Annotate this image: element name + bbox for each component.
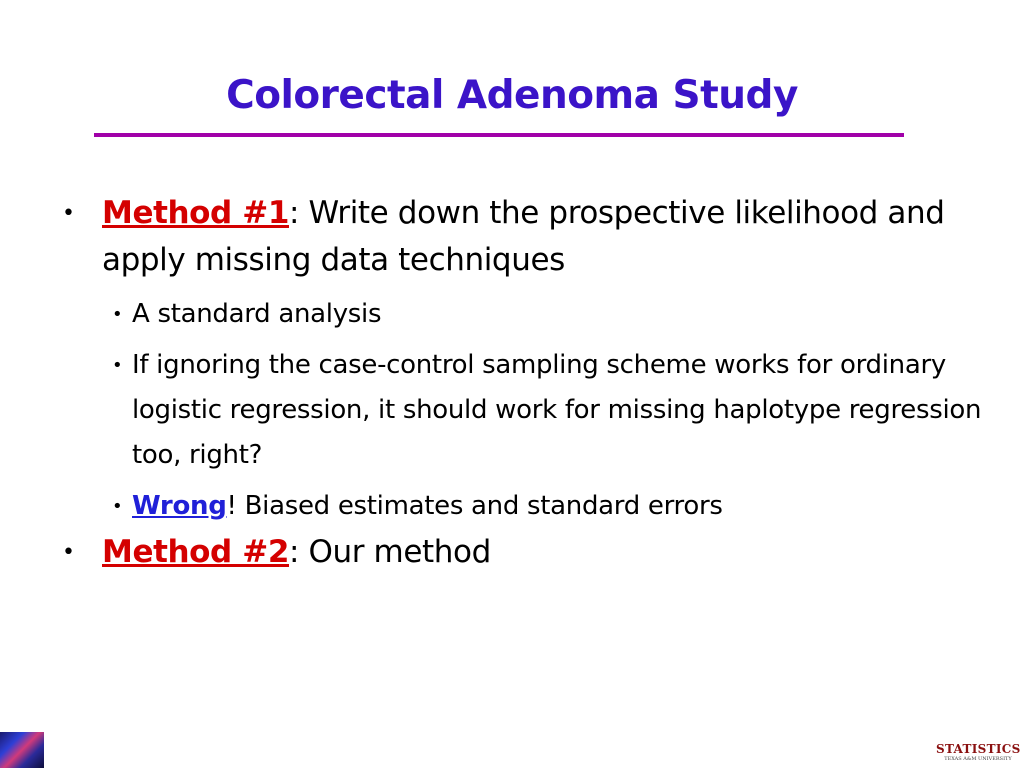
method-2-text: Our method bbox=[299, 534, 491, 570]
logo-main-text: STATISTICS bbox=[936, 742, 1021, 756]
method-1-subbullets bbox=[102, 292, 992, 529]
bullet-dot: • bbox=[62, 201, 75, 226]
statistics-logo bbox=[936, 742, 1020, 768]
title-underline bbox=[94, 133, 904, 137]
method-2-label: Method #2 bbox=[102, 534, 289, 570]
slide-body bbox=[62, 190, 992, 576]
corner-decoration-image bbox=[0, 732, 44, 768]
bullet-method-2 bbox=[62, 529, 992, 576]
subbullet-text: ! Biased estimates and standard errors bbox=[226, 491, 723, 521]
subbullet-dot: • bbox=[112, 496, 123, 517]
logo-sub-text: TEXAS A&M UNIVERSITY bbox=[944, 756, 1012, 762]
bullet-dot: • bbox=[62, 540, 75, 565]
subbullet-ignoring-scheme bbox=[102, 343, 992, 478]
slide-title: Colorectal Adenoma Study bbox=[226, 73, 798, 118]
bullet-method-1 bbox=[62, 190, 992, 284]
subbullet-dot: • bbox=[112, 355, 123, 376]
subbullet-dot: • bbox=[112, 304, 123, 325]
method-1-text: Write down the prospective likelihood and apply missing data techniques bbox=[102, 195, 945, 278]
method-2-colon: : bbox=[289, 534, 300, 570]
subbullet-wrong bbox=[102, 484, 992, 529]
subbullet-text: If ignoring the case-control sampling scheme works for ordinary logistic regression, it should work for missing haplotype regression too, right? bbox=[132, 350, 982, 470]
subbullet-standard-analysis bbox=[102, 292, 992, 337]
wrong-label: Wrong bbox=[132, 491, 227, 521]
method-1-colon: : bbox=[289, 195, 300, 231]
method-1-label: Method #1 bbox=[102, 195, 289, 231]
subbullet-text: A standard analysis bbox=[132, 299, 382, 329]
